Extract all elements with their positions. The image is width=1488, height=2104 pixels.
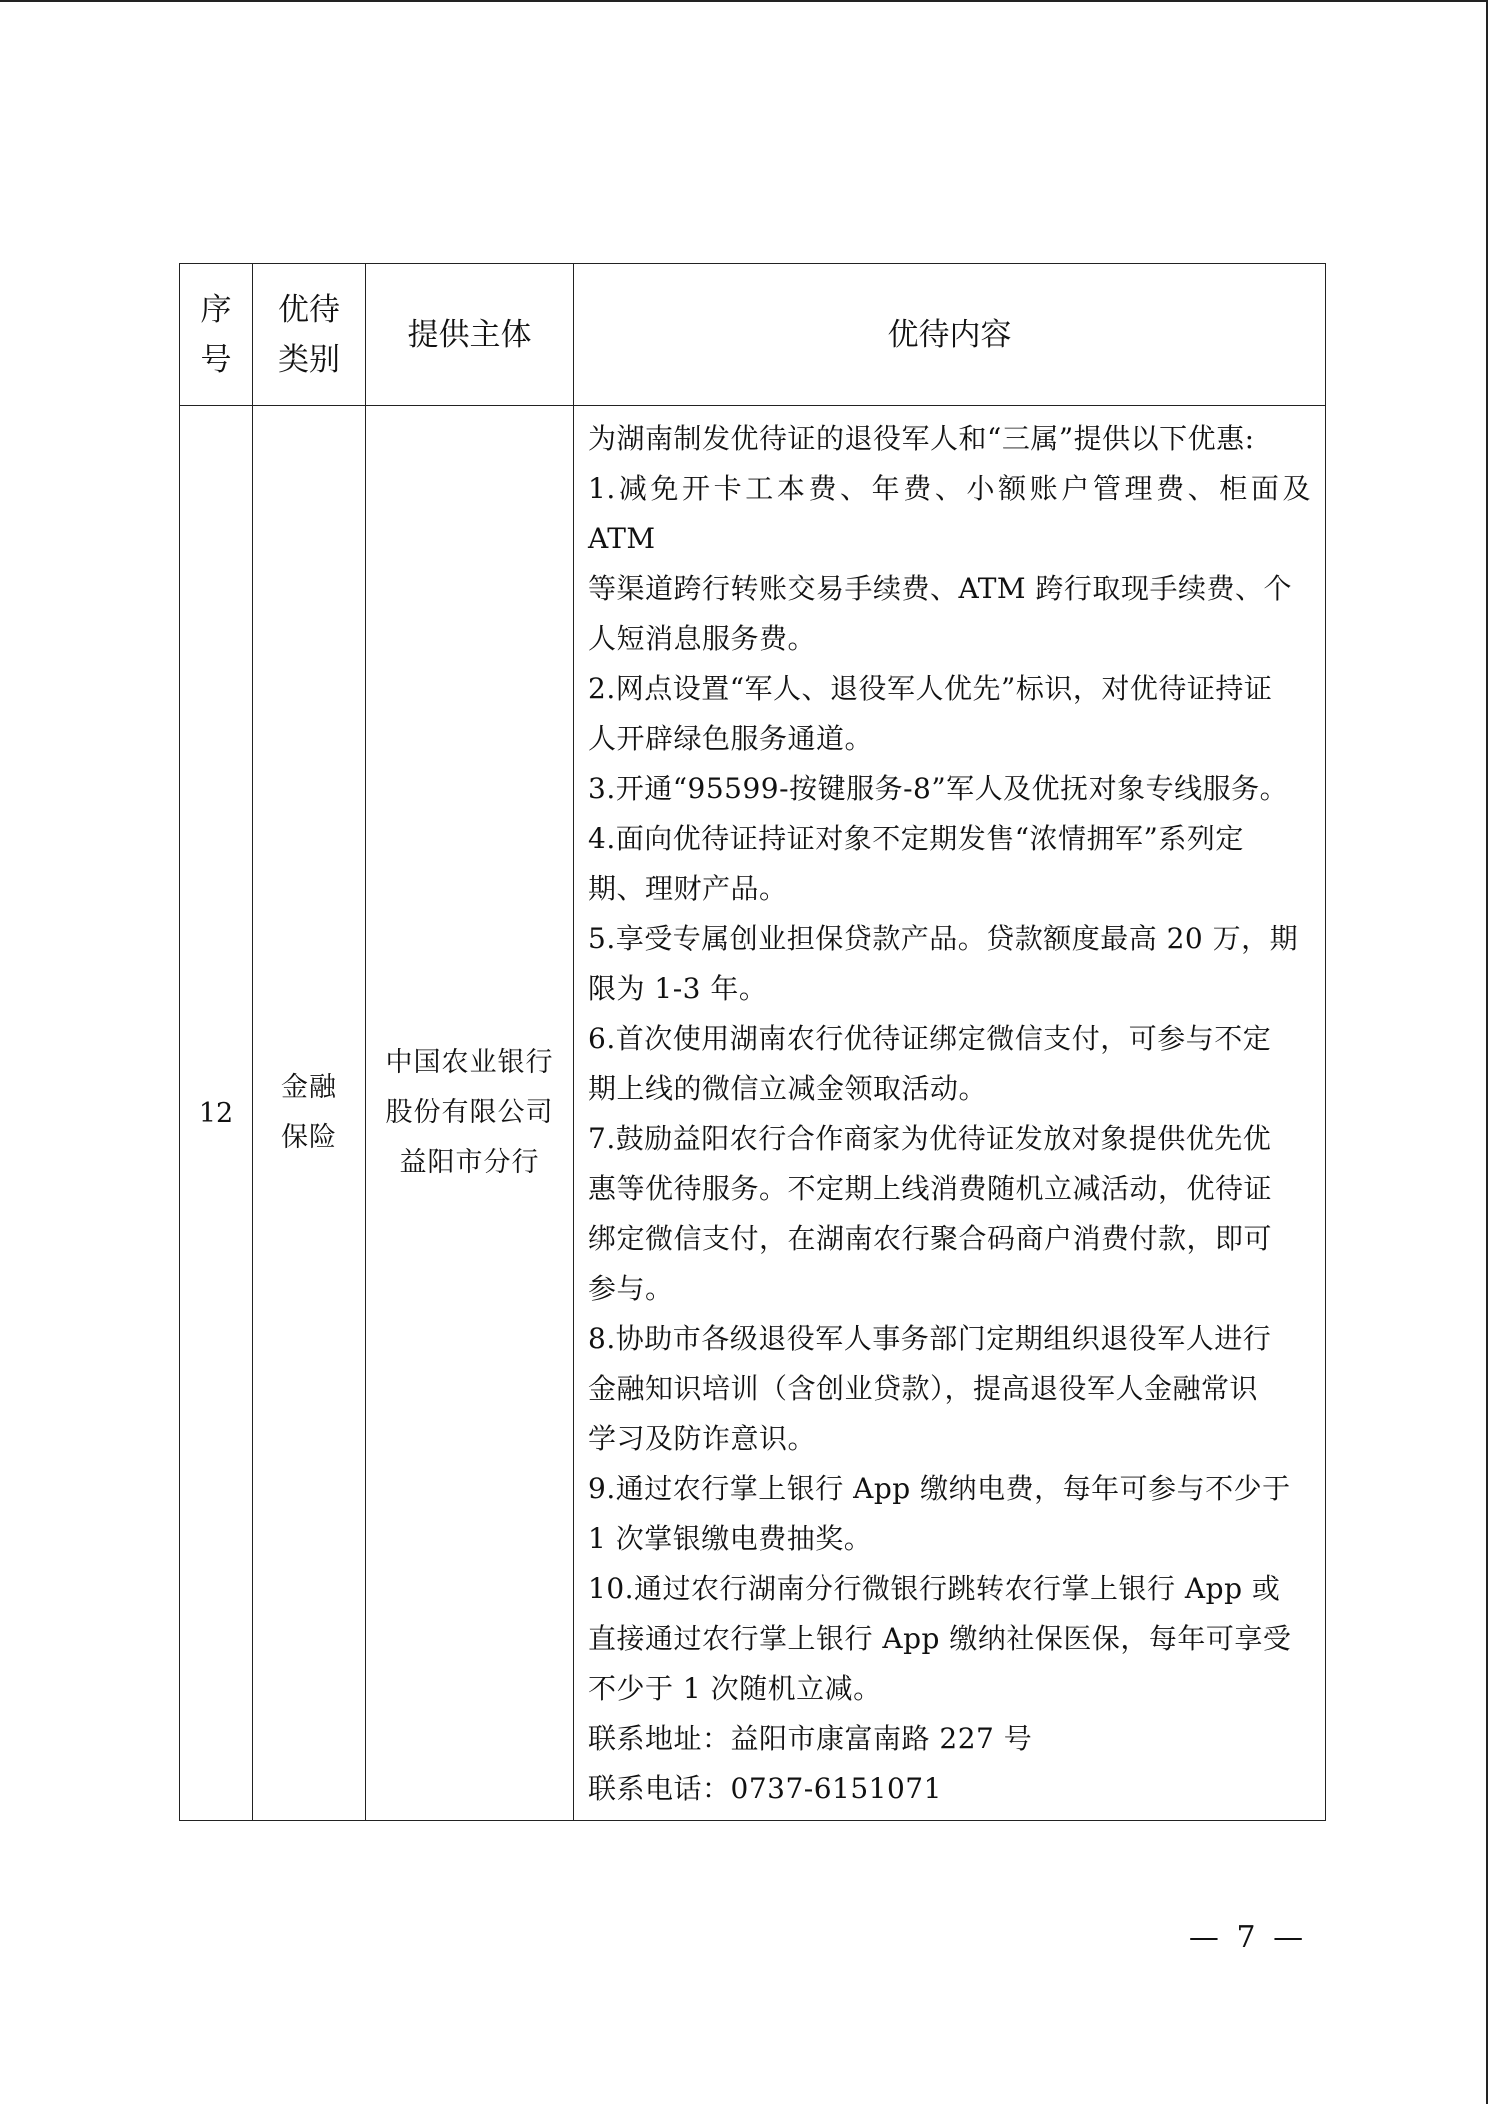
- table-row: [180, 406, 1326, 1821]
- content-line: 等渠道跨行转账交易手续费、ATM 跨行取现手续费、个: [588, 572, 1292, 605]
- content-line: 直接通过农行掌上银行 App 缴纳社保医保，每年可享受: [588, 1622, 1292, 1655]
- header-seq-line-2: 号: [200, 341, 232, 378]
- row-category: [253, 406, 366, 1821]
- content-line: 惠等优待服务。不定期上线消费随机立减活动，优待证: [588, 1172, 1273, 1205]
- row-provider-line-2: 股份有限公司: [385, 1097, 554, 1128]
- header-provider: 提供主体: [366, 264, 574, 406]
- content-line: 参与。: [588, 1272, 674, 1305]
- row-provider-line-1: 中国农业银行: [385, 1047, 554, 1078]
- content-line: 绑定微信支付，在湖南农行聚合码商户消费付款，即可: [588, 1222, 1273, 1255]
- content-line: 8.协助市各级退役军人事务部门定期组织退役军人进行: [588, 1322, 1272, 1355]
- header-category-line-2: 类别: [278, 341, 340, 378]
- content-line: 限为 1-3 年。: [588, 972, 768, 1005]
- page-number: — 7 —: [1188, 1920, 1308, 1955]
- content-line: 6.首次使用湖南农行优待证绑定微信支付，可参与不定: [588, 1022, 1272, 1055]
- contact-address: 联系地址：益阳市康富南路 227 号: [588, 1722, 1033, 1755]
- header-content: 优待内容: [574, 264, 1326, 406]
- content-line: 7.鼓励益阳农行合作商家为优待证发放对象提供优先优: [588, 1122, 1272, 1155]
- content-line: 9.通过农行掌上银行 App 缴纳电费，每年可参与不少于: [588, 1472, 1291, 1505]
- content-line: 1 次掌银缴电费抽奖。: [588, 1522, 873, 1555]
- row-category-line-2: 保险: [281, 1122, 337, 1153]
- content-line: 3.开通“95599-按键服务-8”军人及优抚对象专线服务。: [588, 772, 1289, 805]
- row-provider: [366, 406, 574, 1821]
- header-category-line-1: 优待: [278, 291, 340, 328]
- content-line: 金融知识培训（含创业贷款），提高退役军人金融常识: [588, 1372, 1259, 1405]
- row-seq: 12: [180, 406, 253, 1821]
- row-provider-line-3: 益阳市分行: [399, 1147, 540, 1178]
- benefits-table: [179, 263, 1326, 1821]
- header-seq-line-1: 序: [200, 291, 232, 328]
- page-border-top: [0, 0, 1488, 2]
- content-line: 不少于 1 次随机立减。: [588, 1672, 882, 1705]
- table-header-row: [180, 264, 1326, 406]
- content-line: 期、理财产品。: [588, 872, 788, 905]
- content-line: 2.网点设置“军人、退役军人优先”标识，对优待证持证: [588, 672, 1273, 705]
- content-line: 4.面向优待证持证对象不定期发售“浓情拥军”系列定: [588, 822, 1244, 855]
- content-line: 人开辟绿色服务通道。: [588, 722, 874, 755]
- row-category-line-1: 金融: [281, 1072, 337, 1103]
- contact-phone: 联系电话：0737-6151071: [588, 1772, 942, 1805]
- content-line: 为湖南制发优待证的退役军人和“三属”提供以下优惠:: [588, 422, 1255, 455]
- content-line: 1.减免开卡工本费、年费、小额账户管理费、柜面及 ATM: [588, 472, 1311, 555]
- content-line: 人短消息服务费。: [588, 622, 817, 655]
- header-seq: [180, 264, 253, 406]
- row-content: [574, 406, 1326, 1821]
- content-line: 学习及防诈意识。: [588, 1422, 817, 1455]
- header-category: [253, 264, 366, 406]
- content-line: 5.享受专属创业担保贷款产品。贷款额度最高 20 万，期: [588, 922, 1299, 955]
- content-line: 期上线的微信立减金领取活动。: [588, 1072, 988, 1105]
- content-line: 10.通过农行湖南分行微银行跳转农行掌上银行 App 或: [588, 1572, 1281, 1605]
